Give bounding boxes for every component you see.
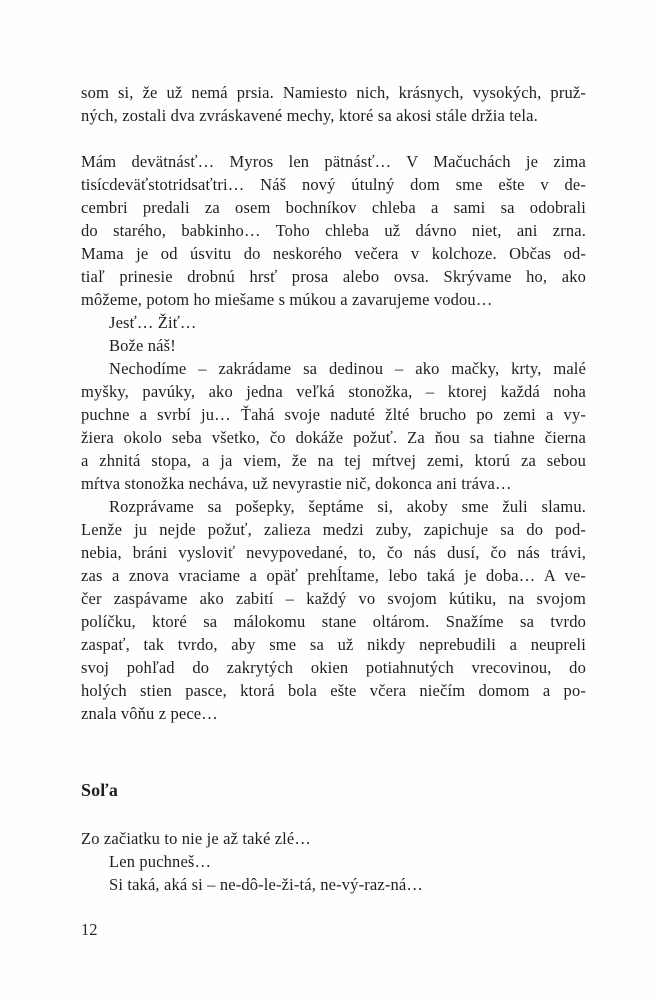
text-line: Rozprávame sa pošepky, šeptáme si, akoby sme žuli slamu.	[109, 497, 586, 516]
paragraph	[81, 311, 586, 334]
text-line: zaspať, tak tvrdo, aby sme sa už nikdy neprebudili a neupreli	[81, 635, 586, 654]
text-line: a zhnitá stopa, a ja viem, že na tej mŕtvej zemi, ktorú za sebou	[81, 451, 586, 470]
paragraph	[81, 495, 586, 725]
text-line: mŕtva stonožka necháva, už nevyrastie nič, dokonca ani tráva…	[81, 474, 512, 493]
paragraph	[81, 81, 586, 127]
section-heading: Soľa	[81, 780, 119, 800]
text-line: puchne a svrbí ju… Ťahá svoje naduté žlté brucho po zemi a vy-	[81, 405, 586, 424]
paragraph	[81, 150, 586, 311]
text-line: zas a znova vraciame a opäť prehĺtame, lebo taká je doba… A ve-	[81, 566, 586, 585]
text-line: cembri predali za osem bochníkov chleba a sami sa odobrali	[81, 198, 586, 217]
paragraph	[81, 827, 586, 850]
text-line: Len puchneš…	[109, 852, 212, 871]
text-line: tiaľ prinesie drobnú hrsť prosa alebo ovsa. Skrývame ho, ako	[81, 267, 586, 286]
text-line: holých stien pasce, ktorá bola ešte včera niečím domom a po-	[81, 681, 586, 700]
text-line: čer zaspávame ako zabití – každý vo svojom kútiku, na svojom	[81, 589, 586, 608]
text-line: som si, že už nemá prsia. Namiesto nich, krásnych, vysokých, pruž-	[81, 83, 586, 102]
text-line: tisícdeväťstotridsaťtri… Náš nový útulný dom sme ešte v de-	[81, 175, 586, 194]
text-line: Nechodíme – zakrádame sa dedinou – ako mačky, krty, malé	[109, 359, 586, 378]
paragraph	[81, 334, 586, 357]
text-line: žiera okolo seba všetko, čo dokáže požuť. Za ňou sa tiahne čierna	[81, 428, 586, 447]
text-line: znala vôňu z pece…	[81, 704, 218, 723]
text-line: Si taká, aká si – ne-dô-le-ži-tá, ne-vý-raz-ná…	[109, 875, 423, 894]
text-line: Zo začiatku to nie je až také zlé…	[81, 829, 312, 848]
text-line: myšky, pavúky, ako jedna veľká stonožka, – ktorej každá noha	[81, 382, 586, 401]
paragraph-spacer	[81, 127, 586, 150]
text-line: ných, zostali dva zvráskavené mechy, ktoré sa akosi stále držia tela.	[81, 106, 538, 125]
text-line: Jesť… Žiť…	[109, 313, 197, 332]
page-number: 12	[81, 920, 98, 939]
text-line: Bože náš!	[109, 336, 176, 355]
paragraph	[81, 850, 586, 873]
paragraph	[81, 873, 586, 896]
text-line: nebia, bráni vysloviť nevypovedané, to, čo nás dusí, čo nás trávi,	[81, 543, 586, 562]
text-line: Mám devätnásť… Myros len pätnásť… V Mačuchách je zima	[81, 152, 586, 171]
paragraph	[81, 357, 586, 495]
text-line: môžeme, potom ho miešame s múkou a zavarujeme vodou…	[81, 290, 493, 309]
text-line: Mama je od úsvitu do neskorého večera v kolchoze. Občas od-	[81, 244, 586, 263]
text-line: Lenže ju nejde požuť, zalieza medzi zuby, zapichuje sa do pod-	[81, 520, 586, 539]
text-line: políčku, ktoré sa málokomu stane oltárom. Snažíme sa tvrdo	[81, 612, 586, 631]
text-line: svoj pohľad do zakrytých okien potiahnutých vrecovinou, do	[81, 658, 586, 677]
text-column	[81, 81, 586, 896]
text-line: do starého, babkinho… Toho chleba už dávno niet, ani zrna.	[81, 221, 586, 240]
